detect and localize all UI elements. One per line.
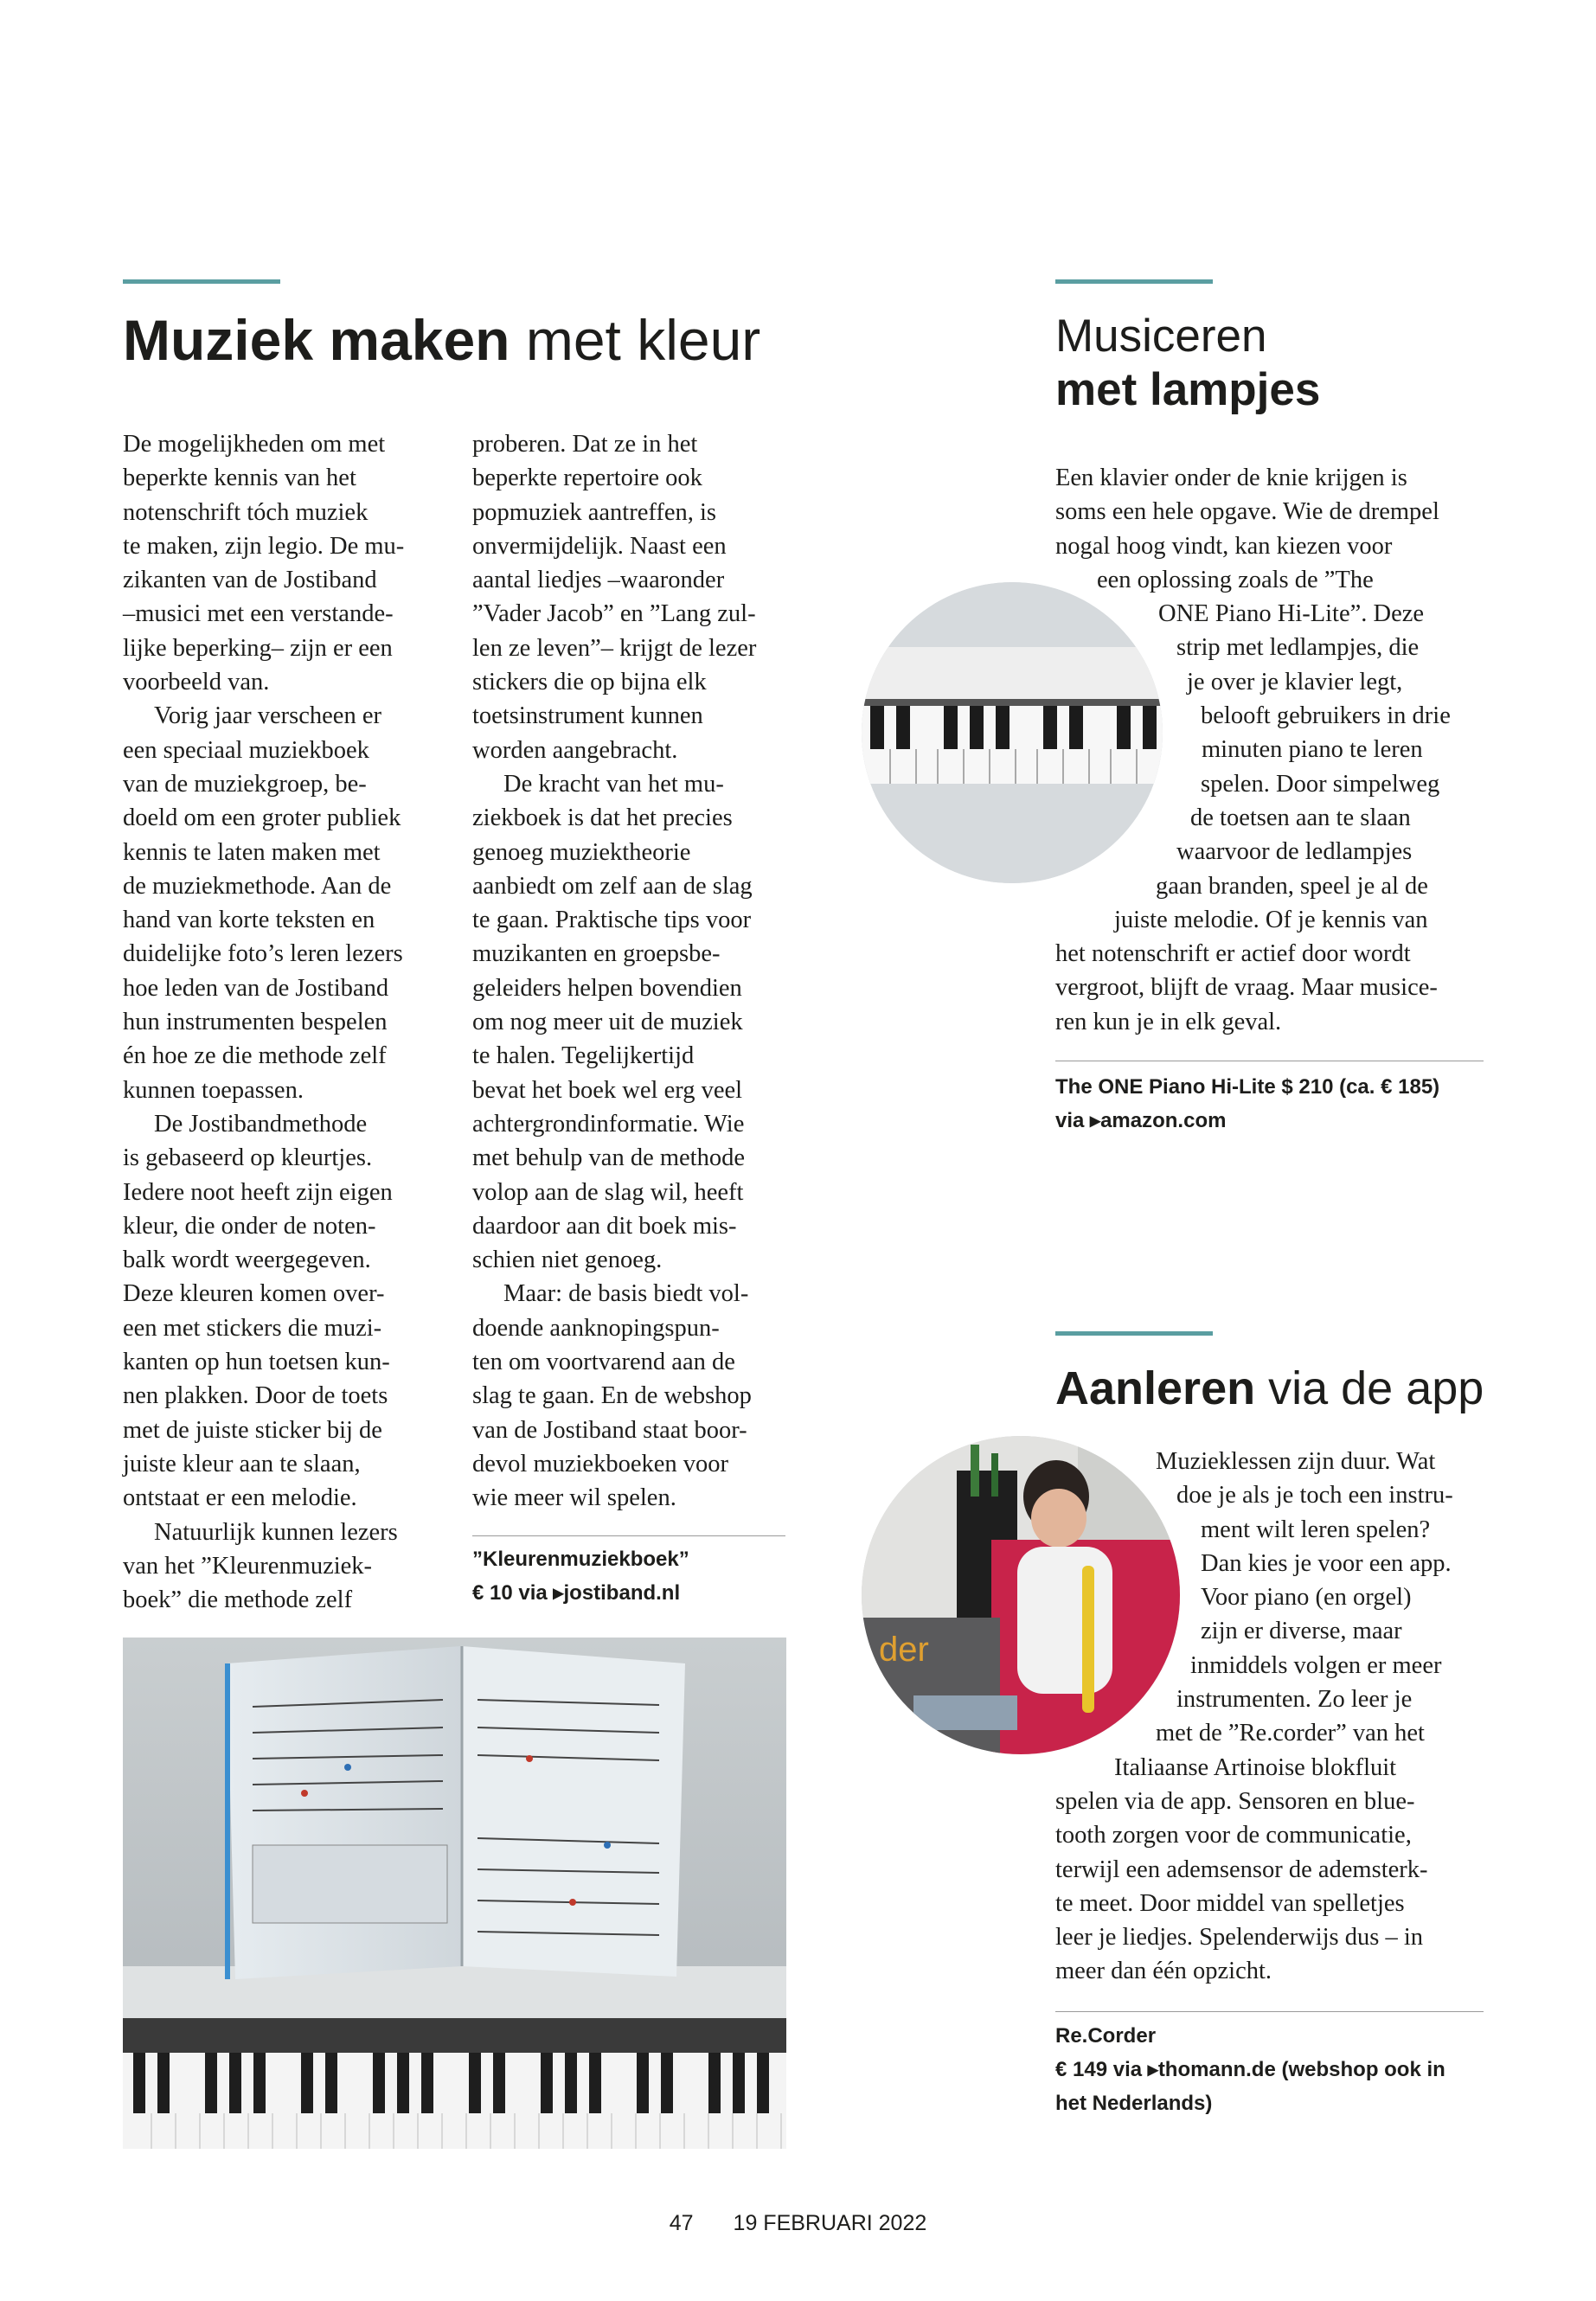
text-line: ONE Piano Hi-Lite”. Deze (1158, 600, 1425, 628)
text-line: te maken, zijn legio. De mu- (123, 532, 405, 560)
body-column-1 (123, 427, 443, 1617)
text-line: Voor piano (en orgel) (1201, 1584, 1412, 1612)
text-line: met behulp van de methode (472, 1144, 745, 1172)
text-line: daardoor aan dit boek mis- (472, 1212, 737, 1240)
photo-music-book-on-piano (123, 1638, 786, 2149)
product-name: Re.Corder (1055, 2024, 1157, 2048)
text-line: Iedere noot heeft zijn eigen (123, 1178, 393, 1206)
price-text: € 149 via (1055, 2058, 1148, 2081)
text-line: kleur, die onder de noten- (123, 1212, 376, 1240)
shop-link[interactable]: amazon.com (1100, 1109, 1227, 1132)
text-line: Italiaanse Artinoise blokfluit (1114, 1753, 1397, 1781)
text-line: –musici met een verstande- (123, 600, 394, 628)
article-title-muziek (123, 308, 761, 372)
shop-link[interactable]: thomann.de (webshop ook in (1157, 2058, 1445, 2081)
text-line: stickers die op bijna elk (472, 669, 707, 696)
text-line: lijke beperking– zijn er een (123, 634, 393, 662)
title-light: via de app (1255, 1362, 1484, 1414)
text-line: doeld om een groter publiek (123, 804, 401, 832)
text-line: te halen. Tegelijkertijd (472, 1042, 695, 1070)
text-line: tooth zorgen voor de communicatie, (1055, 1822, 1412, 1849)
text-line: Deze kleuren komen over- (123, 1280, 385, 1308)
page-number: 47 (669, 2211, 694, 2235)
text-line: Dan kies je voor een app. (1201, 1549, 1452, 1577)
text-line: te gaan. Praktische tips voor (472, 907, 752, 934)
text-line: geleiders helpen bovendien (472, 974, 742, 1002)
text-line: soms een hele opgave. Wie de drempel (1055, 498, 1439, 526)
text-line: muzikanten en groepsbe- (472, 940, 721, 968)
accent-rule-muziek (123, 279, 280, 284)
text-line: duidelijke foto’s leren lezers (123, 940, 403, 968)
text-line: inmiddels volgen er meer (1190, 1651, 1442, 1679)
text-line: van de Jostiband staat boor- (472, 1416, 747, 1444)
text-line: proberen. Dat ze in het (472, 431, 698, 458)
product-price-line (1055, 1104, 1505, 1138)
text-line: zijn er diverse, maar (1201, 1618, 1402, 1645)
accent-rule-app (1055, 1331, 1213, 1336)
text-line: kanten op hun toetsen kun- (123, 1349, 390, 1376)
book-photo-illustration (123, 1638, 786, 2149)
text-line: een met stickers die muzi- (123, 1314, 382, 1342)
text-line: beperkte kennis van het (123, 465, 356, 492)
text-line: De mogelijkheden om met (123, 431, 386, 458)
text-line: bevat het boek wel erg veel (472, 1076, 743, 1104)
text-line: genoeg muziektheorie (472, 838, 691, 866)
text-line: onvermijdelijk. Naast een (472, 532, 727, 560)
info-divider-muziek (472, 1535, 785, 1536)
text-line: nen plakken. Door de toets (123, 1382, 388, 1410)
title-bold: Muziek maken (123, 308, 510, 372)
text-line: ”Vader Jacob” en ”Lang zul- (472, 600, 756, 628)
price-text: € 10 via (472, 1581, 554, 1605)
text-line: met de ”Re.corder” van het (1156, 1720, 1425, 1747)
text-line: achtergrondinformatie. Wie (472, 1110, 745, 1138)
text-line: waarvoor de ledlampjes (1176, 838, 1413, 866)
product-price-line (472, 1576, 801, 1610)
text-line: hand van korte teksten en (123, 907, 375, 934)
text-line: zikanten van de Jostiband (123, 567, 377, 594)
text-line: spelen via de app. Sensoren en blue- (1055, 1787, 1415, 1815)
text-line: volop aan de slag wil, heeft (472, 1178, 744, 1206)
text-line: belooft gebruikers in drie (1201, 702, 1451, 730)
arrow-icon: ▸ (1090, 1109, 1101, 1132)
text-line: kennis te laten maken met (123, 838, 381, 866)
text-line: De Jostibandmethode (154, 1110, 368, 1138)
text-line: juiste kleur aan te slaan, (123, 1450, 361, 1477)
text-line: een oplossing zoals de ”The (1097, 566, 1374, 593)
text-line: len ze leven”– krijgt de lezer (472, 634, 757, 662)
svg-text:der: der (879, 1631, 929, 1669)
info-box-lampjes (1055, 1070, 1505, 1138)
text-line: nogal hoog vindt, kan kiezen voor (1055, 532, 1393, 560)
text-line: minuten piano te leren (1202, 736, 1423, 764)
article-title-lampjes (1055, 310, 1320, 417)
issue-date: 19 FEBRUARI 2022 (733, 2211, 927, 2235)
product-price-line (1055, 2053, 1505, 2086)
text-line: gaan branden, speel je al de (1156, 872, 1428, 900)
text-line: strip met ledlampjes, die (1176, 634, 1420, 662)
text-line: wie meer wil spelen. (472, 1484, 676, 1512)
text-line: hoe leden van de Jostiband (123, 974, 389, 1002)
text-line: Een klavier onder de knie krijgen is (1055, 465, 1407, 491)
text-line: én hoe ze die methode zelf (123, 1042, 387, 1070)
text-line: voorbeeld van. (123, 669, 270, 696)
product-note: het Nederlands) (1055, 2092, 1213, 2115)
text-line: beperkte repertoire ook (472, 465, 702, 492)
text-line: balk wordt weergegeven. (123, 1247, 371, 1274)
shop-link[interactable]: jostiband.nl (563, 1581, 681, 1605)
text-line: doende aanknopingspun- (472, 1314, 720, 1342)
text-line: ten om voortvarend aan de (472, 1349, 735, 1376)
text-line: met de juiste sticker bij de (123, 1416, 382, 1444)
title-bold: met lampjes (1055, 364, 1321, 415)
info-box-muziek (472, 1542, 801, 1610)
text-line: schien niet genoeg. (472, 1247, 663, 1274)
text-line: een speciaal muziekboek (123, 736, 369, 764)
text-line: ontstaat er een melodie. (123, 1484, 357, 1512)
text-line: notenschrift tóch muziek (123, 498, 369, 526)
text-line: Vorig jaar verscheen er (154, 702, 381, 730)
text-line: devol muziekboeken voor (472, 1450, 728, 1477)
text-line: is gebaseerd op kleurtjes. (123, 1144, 373, 1172)
footer (0, 2211, 1596, 2236)
text-line: van de muziekgroep, be- (123, 770, 367, 798)
text-line: Muzieklessen zijn duur. Wat (1156, 1448, 1436, 1475)
text-line: de muziekmethode. Aan de (123, 872, 392, 900)
arrow-icon: ▸ (553, 1581, 564, 1605)
text-line: leer je liedjes. Spelenderwijs dus – in (1055, 1924, 1424, 1952)
body-column-2 (472, 427, 801, 1516)
body-app (1055, 1445, 1492, 1989)
info-box-app (1055, 2019, 1505, 2120)
text-line: ziekboek is dat het precies (472, 804, 733, 832)
product-name: ”Kleurenmuziekboek” (472, 1548, 689, 1571)
text-line: popmuziek aantreffen, is (472, 498, 716, 526)
text-line: worden aangebracht. (472, 736, 678, 764)
text-line: je over je klavier legt, (1187, 668, 1403, 695)
text-line: kunnen toepassen. (123, 1076, 304, 1104)
text-line: juiste melodie. Of je kennis van (1114, 906, 1428, 933)
text-line: aanbiedt om zelf aan de slag (472, 872, 753, 900)
text-line: om nog meer uit de muziek (472, 1009, 743, 1036)
text-line: Natuurlijk kunnen lezers (154, 1518, 398, 1546)
text-line: aantal liedjes –waaronder (472, 567, 725, 594)
text-line: meer dan één opzicht. (1055, 1958, 1272, 1985)
text-line: vergroot, blijft de vraag. Maar musice- (1055, 974, 1438, 1002)
body-lampjes (1055, 461, 1492, 1039)
title-light: Musiceren (1055, 311, 1267, 362)
text-line: ment wilt leren spelen? (1201, 1516, 1431, 1543)
via-text: via (1055, 1109, 1091, 1132)
text-line: instrumenten. Zo leer je (1176, 1686, 1413, 1714)
accent-rule-lampjes (1055, 279, 1213, 284)
text-line: slag te gaan. En de webshop (472, 1382, 752, 1410)
info-divider-app (1055, 2011, 1484, 2012)
text-line: Maar: de basis biedt vol- (503, 1280, 749, 1308)
text-line: ren kun je in elk geval. (1055, 1008, 1282, 1035)
text-line: toetsinstrument kunnen (472, 702, 703, 730)
title-light: met kleur (510, 308, 761, 372)
article-title-app (1055, 1362, 1484, 1414)
product-name: The ONE Piano Hi-Lite $ 210 (ca. € 185) (1055, 1075, 1440, 1099)
arrow-icon: ▸ (1147, 2058, 1158, 2081)
text-line: spelen. Door simpelweg (1201, 770, 1440, 798)
text-line: doe je als je toch een instru- (1176, 1482, 1453, 1509)
text-line: De kracht van het mu- (503, 770, 724, 798)
text-line: het notenschrift er actief door wordt (1055, 940, 1411, 968)
text-line: hun instrumenten bespelen (123, 1009, 388, 1036)
text-line: te meet. Door middel van spelletjes (1055, 1889, 1405, 1917)
text-line: de toetsen aan te slaan (1190, 804, 1411, 831)
text-line: boek” die methode zelf (123, 1586, 353, 1614)
text-line: terwijl een ademsensor de ademsterk- (1055, 1856, 1428, 1883)
text-line: van het ”Kleurenmuziek- (123, 1552, 373, 1580)
title-bold: Aanleren (1055, 1362, 1256, 1414)
